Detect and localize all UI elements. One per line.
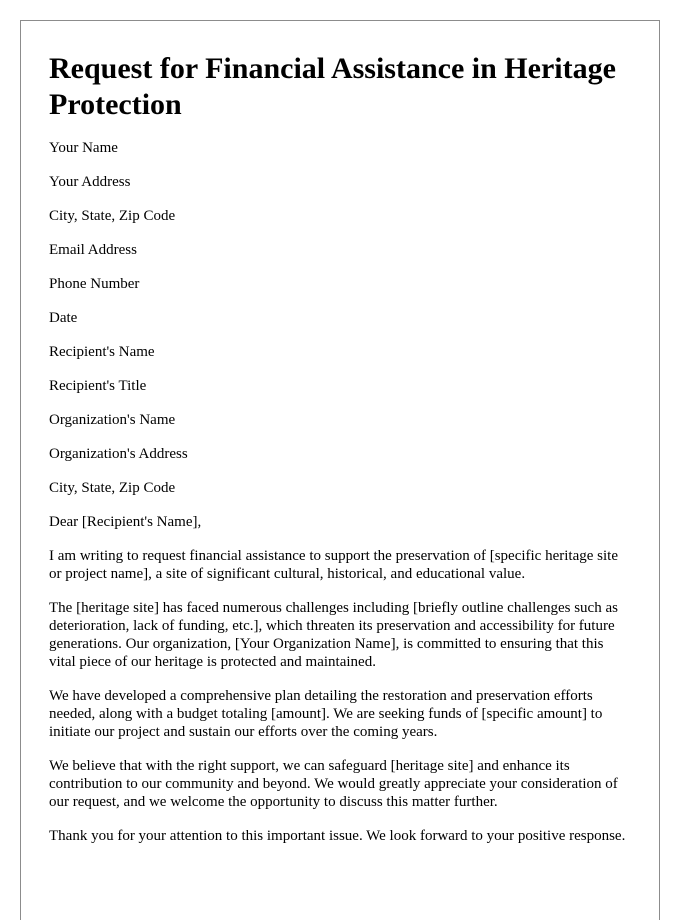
recipient-organization: Organization's Name bbox=[49, 412, 176, 428]
salutation: Dear [Recipient's Name], bbox=[49, 514, 202, 530]
recipient-name: Recipient's Name bbox=[49, 344, 155, 360]
body-paragraph-5: Thank you for your attention to this important issue. We look forward to your positive response. bbox=[49, 828, 626, 844]
recipient-org-address: Organization's Address bbox=[49, 446, 188, 462]
sender-city-state-zip: City, State, Zip Code bbox=[49, 208, 176, 224]
sender-phone: Phone Number bbox=[49, 276, 140, 292]
body-paragraph-1: I am writing to request financial assistance to support the preservation of [specific heritage site or project name], a site of significant cultural, historical, and educational value. bbox=[49, 548, 618, 582]
body-paragraph-2: The [heritage site] has faced numerous challenges including [briefly outline challenges such as deterioration, lack of funding, etc.], which threaten its preservation and accessibility for future generations. Our organization, [Your Organization Name], is committed to ensuring that this vital piece of our heritage is protected and maintained. bbox=[49, 600, 618, 670]
sender-email: Email Address bbox=[49, 242, 137, 258]
letter-date: Date bbox=[49, 310, 78, 326]
recipient-title: Recipient's Title bbox=[49, 378, 147, 394]
body-paragraph-4: We believe that with the right support, we can safeguard [heritage site] and enhance its contribution to our community and beyond. We would greatly appreciate your consideration of our request, and we welcome the opportunity to discuss this matter further. bbox=[49, 758, 618, 810]
body-paragraph-3: We have developed a comprehensive plan detailing the restoration and preservation efforts needed, along with a budget totaling [amount]. We are seeking funds of [specific amount] to initiate our project and sustain our efforts over the coming years. bbox=[49, 688, 603, 740]
sender-name: Your Name bbox=[49, 140, 118, 156]
recipient-city-state-zip: City, State, Zip Code bbox=[49, 480, 176, 496]
letter-title: Request for Financial Assistance in Heritage Protection bbox=[49, 52, 616, 121]
sender-address: Your Address bbox=[49, 174, 131, 190]
letter-page bbox=[20, 20, 660, 920]
